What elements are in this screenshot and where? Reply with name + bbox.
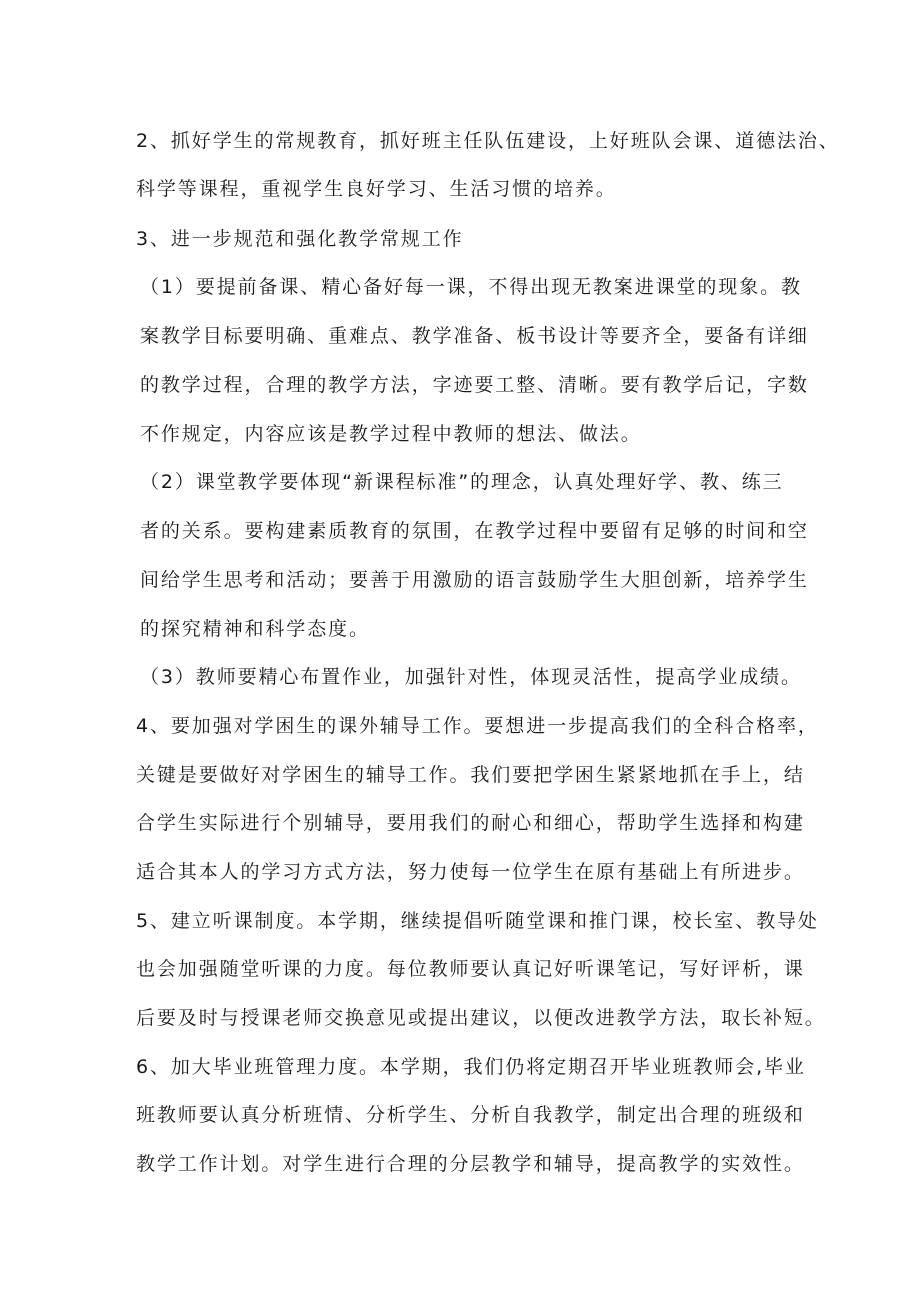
paragraph-line: 案教学目标要明确、重难点、教学准备、板书设计等要齐全，要备有详细 bbox=[140, 325, 809, 347]
paragraph-line: 适合其本人的学习方式方法，努力使每一位学生在原有基础上有所进步。 bbox=[136, 861, 805, 883]
paragraph-line: 关键是要做好对学困生的辅导工作。我们要把学困生紧紧地抓在手上，结 bbox=[136, 764, 805, 786]
paragraph-line: （3）教师要精心布置作业，加强针对性，体现灵活性，提高学业成绩。 bbox=[140, 666, 802, 688]
paragraph-line: 4、要加强对学困生的课外辅导工作。要想进一步提高我们的全科合格率， bbox=[136, 715, 819, 737]
paragraph-line: 不作规定，内容应该是教学过程中教师的想法、做法。 bbox=[140, 423, 642, 445]
paragraph-line: 的教学过程，合理的教学方法，字迹要工整、清晰。要有教学后记，字数 bbox=[140, 374, 809, 396]
paragraph-line: 者的关系。要构建素质教育的氛围，在教学过程中要留有足够的时间和空 bbox=[140, 520, 809, 542]
paragraph-line: 6、加大毕业班管理力度。本学期，我们仍将定期召开毕业班教师会,毕业 bbox=[136, 1056, 806, 1078]
paragraph-line: 2、抓好学生的常规教育，抓好班主任队伍建设，上好班队会课、道德法治、 bbox=[136, 130, 840, 152]
paragraph-line: 合学生实际进行个别辅导，要用我们的耐心和细心，帮助学生选择和构建 bbox=[136, 812, 805, 834]
paragraph-line: 5、建立听课制度。本学期，继续提倡听随堂课和推门课，校长室、教导处 bbox=[136, 910, 819, 932]
paragraph-line: 班教师要认真分析班情、分析学生、分析自我教学，制定出合理的班级和 bbox=[136, 1104, 805, 1126]
paragraph-line: 间给学生思考和活动；要善于用激励的语言鼓励学生大胆创新，培养学生 bbox=[140, 569, 809, 591]
section-heading: 3、进一步规范和强化教学常规工作 bbox=[136, 228, 464, 250]
paragraph-line: 的探究精神和科学态度。 bbox=[140, 618, 370, 640]
paragraph-line: 教学工作计划。对学生进行合理的分层教学和辅导，提高教学的实效性。 bbox=[136, 1153, 805, 1175]
paragraph-line: 科学等课程，重视学生良好学习、生活习惯的培养。 bbox=[136, 178, 617, 200]
paragraph-line: 后要及时与授课老师交换意见或提出建议，以便改进教学方法，取长补短。 bbox=[136, 1007, 826, 1029]
paragraph-line: 也会加强随堂听课的力度。每位教师要认真记好听课笔记，写好评析，课 bbox=[136, 958, 805, 980]
paragraph-line: （1）要提前备课、精心备好每一课，不得出现无教案进课堂的现象。教 bbox=[140, 276, 802, 298]
paragraph-line: （2）课堂教学要体现“新课程标准”的理念，认真处理好学、教、练三 bbox=[140, 471, 784, 493]
